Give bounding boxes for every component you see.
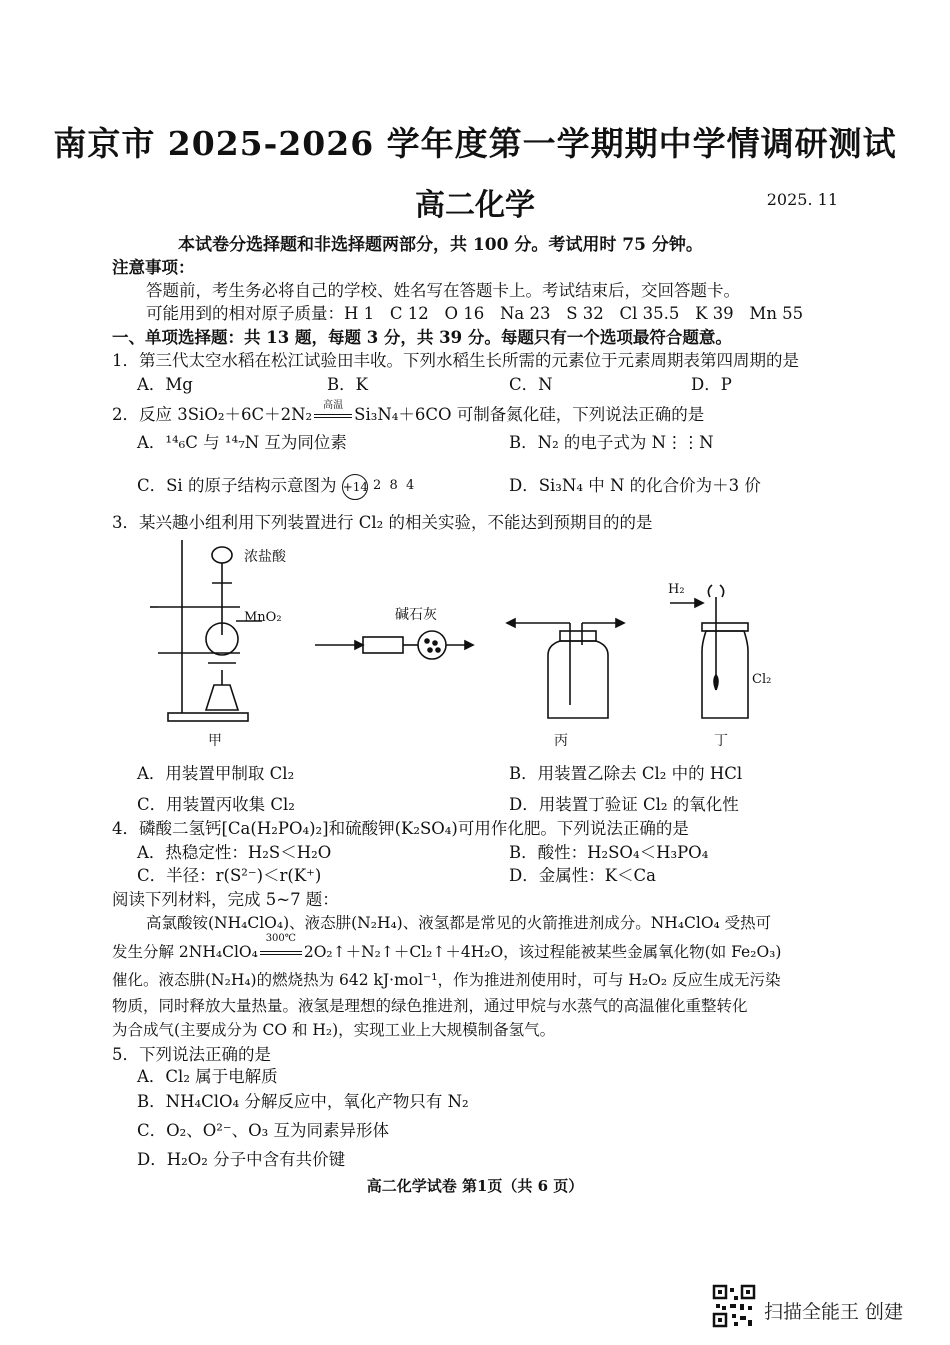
notice-item-1: 答题前，考生务必将自己的学校、姓名写在答题卡上。考试结束后，交回答题卡。 — [146, 281, 740, 300]
q5-stem: 5．下列说法正确的是 — [112, 1045, 271, 1064]
q1-option-a: A．Mg — [137, 375, 193, 394]
q5-option-b: B．NH₄ClO₄ 分解反应中，氧化产物只有 N₂ — [137, 1092, 469, 1111]
q2-stem-prefix: 2．反应 3SiO₂＋6C＋2N₂ — [112, 405, 313, 424]
reaction-condition — [312, 400, 354, 424]
q4-stem: 4．磷酸二氢钙[Ca(H₂PO₄)₂]和硫酸钾(K₂SO₄)可用作化肥。下列说法正确的是 — [112, 819, 689, 838]
q3-apparatus-figure — [150, 535, 800, 750]
si-electron-shells: 2 8 4 — [372, 478, 415, 493]
reading-paragraph-line-1: 高氯酸铵(NH₄ClO₄)、液态肼(N₂H₄)、液氢都是常见的火箭推进剂成分。NH₄ClO₄ 受热可 — [146, 914, 772, 932]
page-footer: 高二化学试卷 第1页（共 6 页） — [366, 1177, 584, 1195]
reading-intro: 阅读下列材料，完成 5~7 题： — [112, 890, 339, 909]
reading-paragraph-line-5: 为合成气(主要成分为 CO 和 H₂)，实现工业上大规模制备氢气。 — [112, 1021, 556, 1039]
decomposition-condition — [258, 933, 304, 961]
reading-paragraph-line-3: 催化。液态肼(N₂H₄)的燃烧热为 642 kJ·mol⁻¹，作为推进剂使用时，可与 H₂O₂ 反应生成无污染 — [112, 971, 781, 989]
q3-option-d: D．用装置丁验证 Cl₂ 的氧化性 — [509, 795, 739, 814]
reaction-condition-label: 高温 — [323, 400, 344, 411]
reading-line-2-suffix: 2O₂↑＋N₂↑＋Cl₂↑＋4H₂O，该过程能被某些金属氧化物(如 Fe₂O₃) — [303, 943, 782, 961]
section-1-heading: 一、单项选择题：共 13 题，每题 3 分，共 39 分。每题只有一个选项最符合题意。 — [112, 328, 732, 347]
notice-title: 注意事项： — [112, 258, 195, 277]
q3-option-b: B．用装置乙除去 Cl₂ 中的 HCl — [509, 764, 743, 783]
q2-option-a: A．¹⁴₆C 与 ¹⁴₇N 互为同位素 — [137, 433, 347, 452]
reading-line-2-prefix: 发生分解 2NH₄ClO₄ — [112, 943, 258, 961]
q5-option-c: C．O₂、O²⁻、O₃ 互为同素异形体 — [137, 1121, 390, 1140]
exam-title: 南京市 2025-2026 学年度第一学期期中学情调研测试 — [53, 124, 897, 163]
label-cl2: Cl₂ — [752, 672, 772, 687]
q2-option-c-text: C．Si 的原子结构示意图为 — [137, 476, 337, 495]
q1-option-d: D．P — [691, 375, 732, 394]
scanner-watermark: 扫描全能王 创建 — [764, 1301, 904, 1323]
label-soda-lime: 碱石灰 — [395, 607, 437, 623]
exam-date: 2025. 11 — [766, 190, 838, 209]
q4-option-a: A．热稳定性：H₂S＜H₂O — [137, 843, 332, 862]
q1-option-b: B．K — [327, 375, 368, 394]
q2-option-d: D．Si₃N₄ 中 N 的化合价为＋3 价 — [509, 476, 761, 495]
label-h2: H₂ — [668, 582, 685, 597]
label-apparatus-ding: 丁 — [714, 733, 728, 749]
q5-option-a: A．Cl₂ 属于电解质 — [137, 1067, 278, 1086]
apparatus-ding — [670, 585, 748, 718]
apparatus-jia — [150, 540, 262, 721]
q2-stem — [112, 401, 704, 425]
q1-stem: 1．第三代太空水稻在松江试验田丰收。下列水稻生长所需的元素位于元素周期表第四周期的是 — [112, 351, 799, 370]
label-apparatus-jia: 甲 — [208, 733, 222, 749]
label-apparatus-bing: 丙 — [554, 733, 568, 749]
q2-option-c — [137, 472, 414, 500]
apparatus-bing — [507, 619, 624, 718]
q3-option-a: A．用装置甲制取 Cl₂ — [137, 764, 295, 783]
q3-option-c: C．用装置丙收集 Cl₂ — [137, 795, 295, 814]
q2-stem-suffix: Si₃N₄＋6CO 可制备氮化硅，下列说法正确的是 — [354, 405, 705, 424]
q4-option-d: D．金属性：K＜Ca — [509, 866, 657, 885]
atomic-masses: 可能用到的相对原子质量：H 1 C 12 O 16 Na 23 S 32 Cl 35.5 K 39 Mn 55 — [146, 304, 804, 323]
label-mno2: MnO₂ — [244, 610, 282, 625]
reading-paragraph-line-4: 物质，同时释放大量热量。液氢是理想的绿色推进剂，通过甲烷与水蒸气的高温催化重整转化 — [112, 997, 748, 1015]
q4-option-c: C．半径：r(S²⁻)＜r(K⁺) — [137, 866, 322, 885]
decomposition-condition-label: 300℃ — [265, 933, 296, 944]
q3-stem: 3．某兴趣小组利用下列装置进行 Cl₂ 的相关实验，不能达到预期目的的是 — [112, 513, 653, 532]
si-nucleus-icon: +14 — [342, 474, 368, 500]
reading-paragraph-line-2 — [112, 933, 782, 962]
apparatus-yi — [315, 631, 473, 659]
q1-option-c: C．N — [509, 375, 553, 394]
qr-code-icon — [712, 1284, 756, 1328]
q2-option-b: B．N₂ 的电子式为 N⋮⋮N — [509, 433, 714, 452]
q5-option-d: D．H₂O₂ 分子中含有共价键 — [137, 1150, 346, 1169]
subject-title: 高二化学 — [415, 188, 535, 223]
label-concentrated-hcl: 浓盐酸 — [244, 549, 286, 565]
exam-intro: 本试卷分选择题和非选择题两部分，共 100 分。考试用时 75 分钟。 — [178, 235, 703, 255]
q4-option-b: B．酸性：H₂SO₄＜H₃PO₄ — [509, 843, 709, 862]
